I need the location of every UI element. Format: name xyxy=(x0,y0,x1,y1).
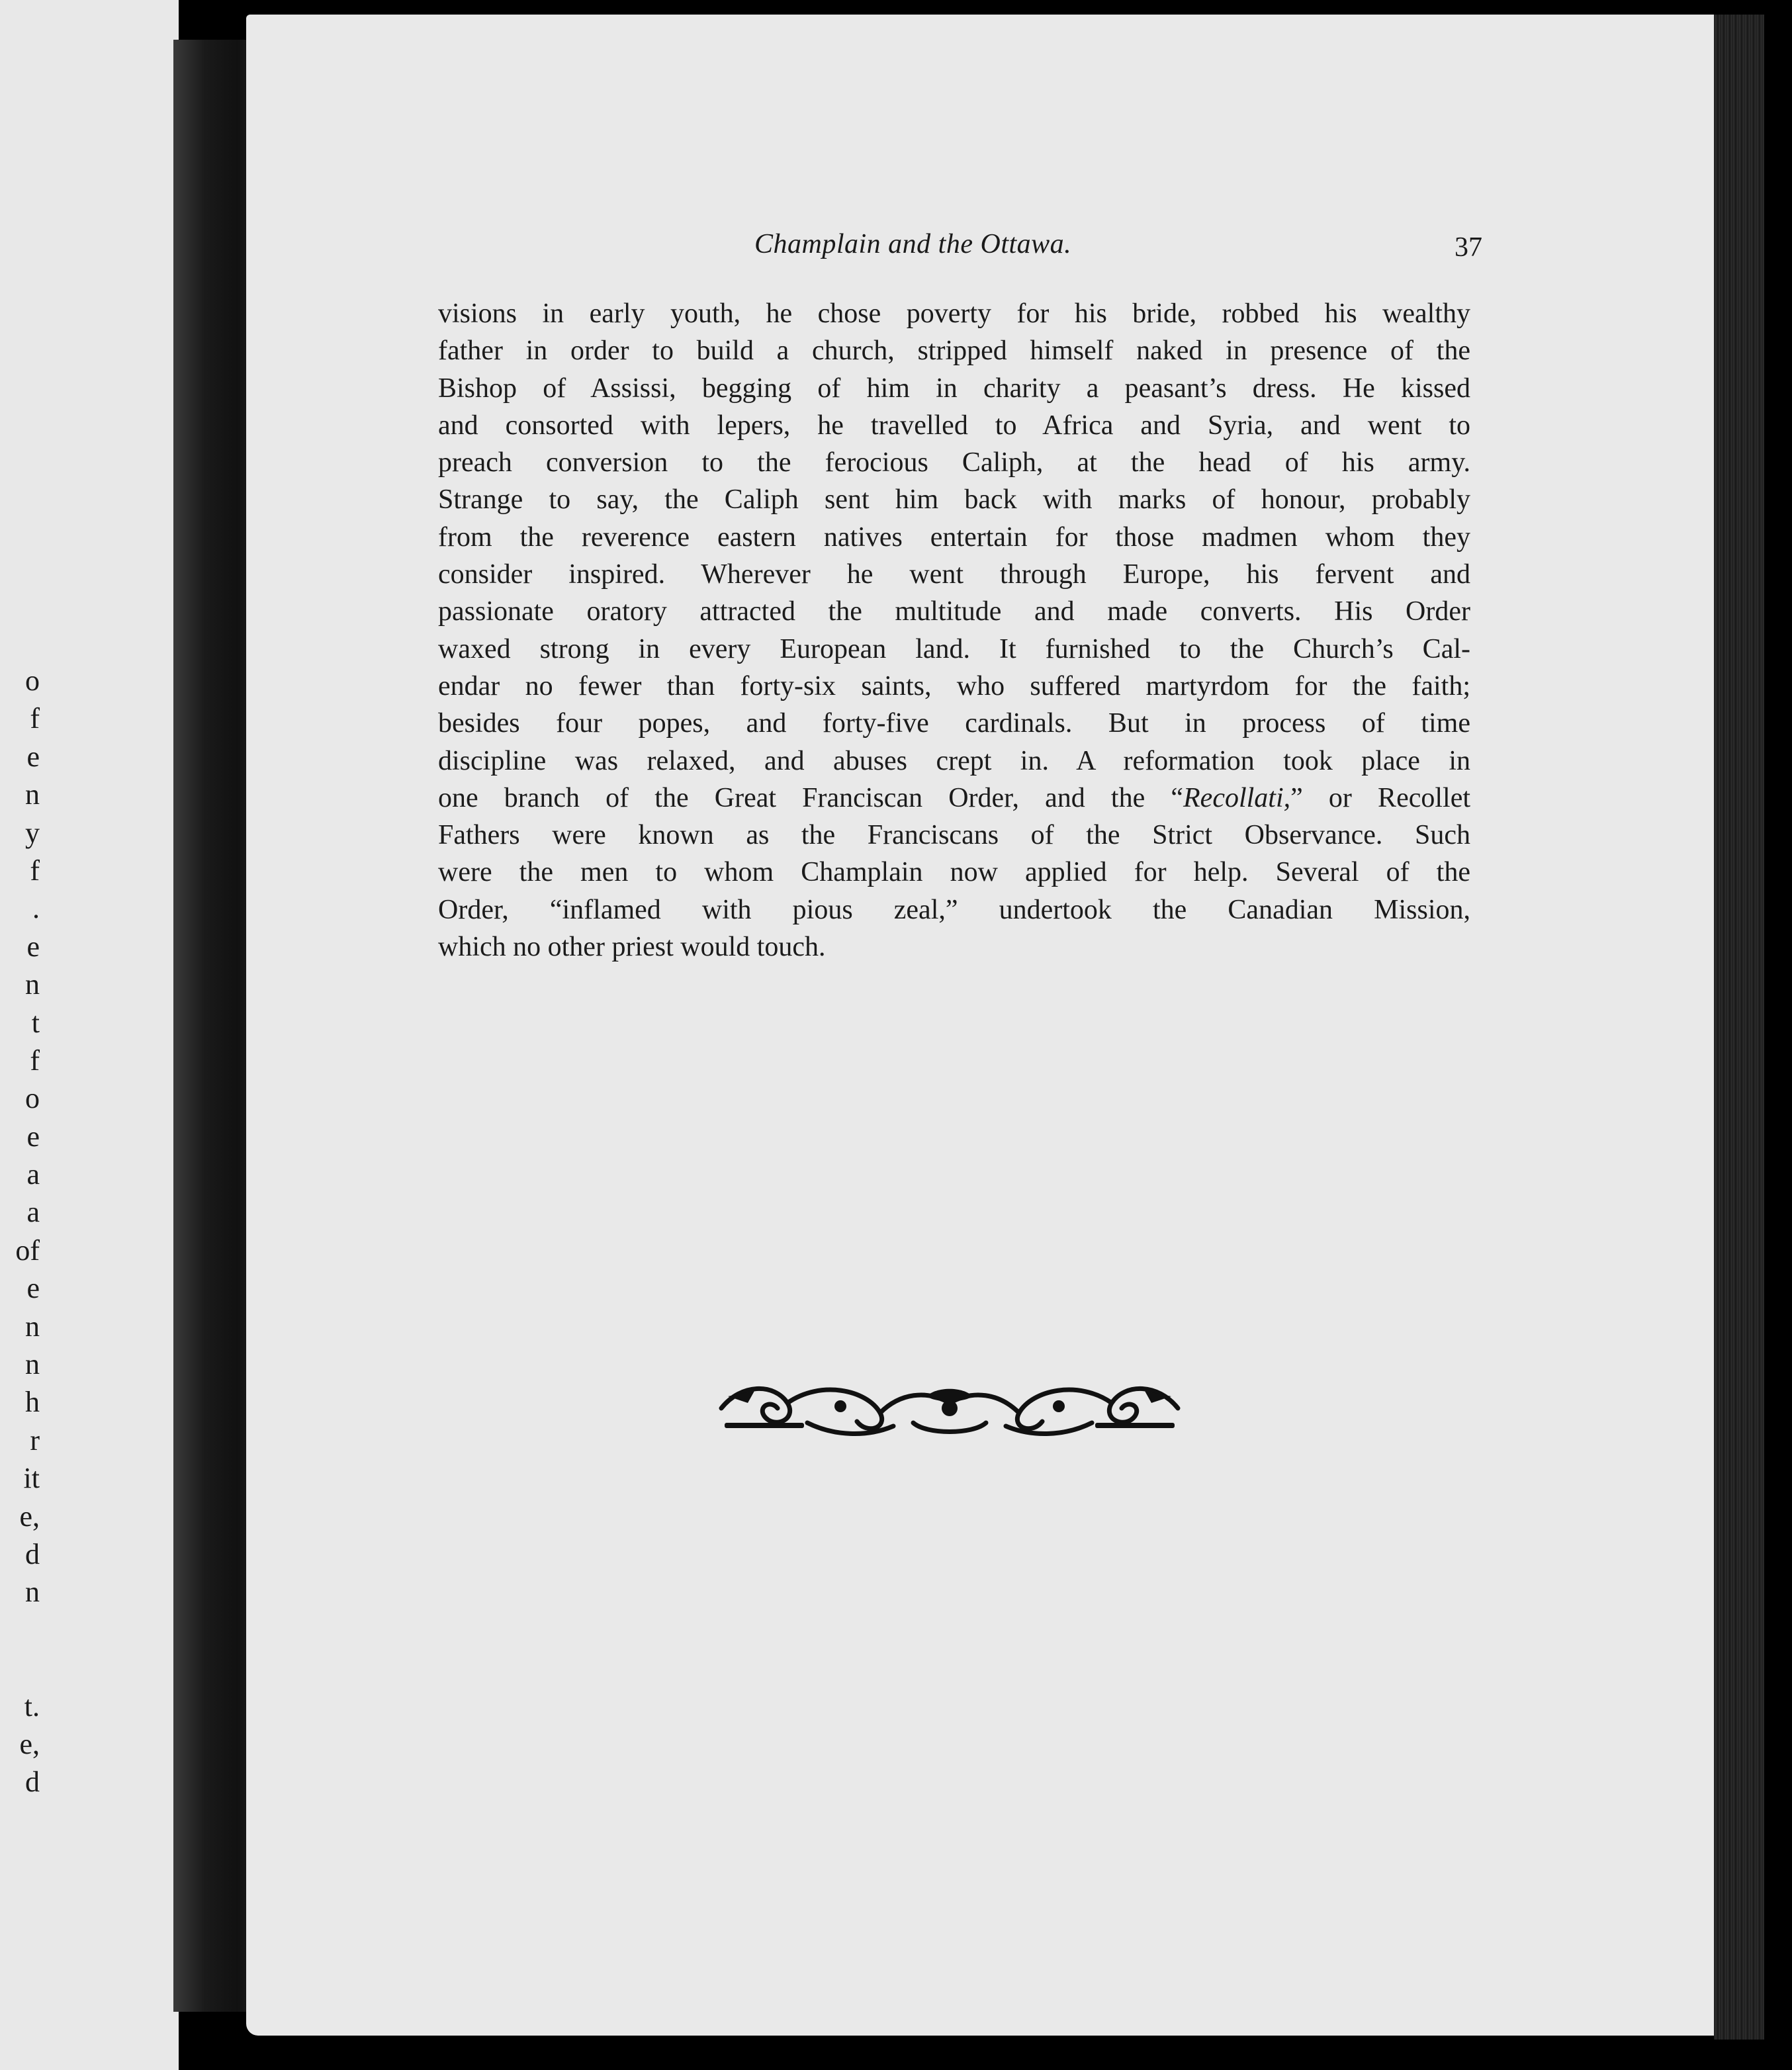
facing-page-fragment: o xyxy=(25,1082,40,1115)
text-line: Order, “inflamed with pious zeal,” undertook the Canadian Mission, xyxy=(438,894,1470,925)
text-line: preach conversion to the ferocious Caliph, at the head of his army. xyxy=(438,447,1470,478)
text-line: endar no fewer than forty-six saints, who suffered martyrdom for the faith; xyxy=(438,670,1470,701)
text-line-recollati xyxy=(438,780,1470,817)
facing-page-fragment: t xyxy=(31,1006,40,1039)
facing-page-fragment xyxy=(0,1649,40,1687)
text-line: were the men to whom Champlain now applied for help. Several of the xyxy=(438,857,1470,888)
facing-page-fragment: e xyxy=(26,740,40,773)
quote-mark: ” xyxy=(1290,782,1303,813)
text-line: father in order to build a church, stripped himself naked in presence of the xyxy=(438,336,1470,367)
facing-page-fragment: . xyxy=(32,892,40,925)
facing-page-fragment: d xyxy=(25,1766,40,1799)
running-head: Champlain and the Ottawa. xyxy=(754,229,1072,259)
facing-page-fragment: e, xyxy=(19,1727,40,1760)
book-fore-edge xyxy=(1714,15,1764,2040)
facing-page-fragment: a xyxy=(26,1158,40,1191)
text-line: from the reverence eastern natives entertain for those madmen whom they xyxy=(438,521,1470,553)
quote-mark: “ xyxy=(1171,782,1184,813)
page-number: 37 xyxy=(1455,232,1482,263)
body-text xyxy=(438,295,1470,966)
facing-page-fragment: of xyxy=(15,1234,40,1267)
facing-page-fragment: e xyxy=(26,1272,40,1305)
facing-page-fragment xyxy=(0,1611,40,1649)
facing-page-fragment: t. xyxy=(24,1689,40,1723)
text-line: which no other priest would touch. xyxy=(438,932,826,963)
text-line: consider inspired. Wherever he went through Europe, his fervent and xyxy=(438,559,1470,590)
facing-page-fragment: e, xyxy=(19,1500,40,1533)
facing-page-fragment: d xyxy=(25,1537,40,1570)
text-line: and consorted with lepers, he travelled to Africa and Syria, and went to xyxy=(438,410,1470,441)
facing-page-fragment: n xyxy=(25,1576,40,1609)
facing-page-edge xyxy=(0,0,179,2070)
text-line: Fathers were known as the Franciscans of the Strict Observance. Such xyxy=(438,820,1470,851)
facing-page-fragment: n xyxy=(25,778,40,811)
text-line: waxed strong in every European land. It furnished to the Church’s Cal- xyxy=(438,633,1470,664)
facing-page-fragment: r xyxy=(30,1423,40,1457)
text-line: discipline was relaxed, and abuses crept in. A reformation took place in xyxy=(438,745,1470,776)
facing-page-fragment: n xyxy=(25,1310,40,1343)
italic-word: Recollati, xyxy=(1183,782,1291,813)
scrollwork-ornament-icon xyxy=(715,1376,1185,1440)
text-line: passionate oratory attracted the multitude and made converts. His Order xyxy=(438,596,1470,627)
facing-page-fragment: n xyxy=(25,1348,40,1381)
facing-page-fragment: f xyxy=(30,854,40,887)
facing-page-fragment: e xyxy=(26,1120,40,1153)
facing-page-fragment: e xyxy=(26,930,40,963)
facing-page-fragment: it xyxy=(23,1462,40,1495)
text-line: Strange to say, the Caliph sent him back with marks of honour, probably xyxy=(438,484,1470,516)
facing-page-fragment: y xyxy=(25,816,40,849)
facing-page-fragment: f xyxy=(30,702,40,735)
text-line: Bishop of Assissi, begging of him in charity a peasant’s dress. He kissed xyxy=(438,373,1470,404)
facing-page-fragment: a xyxy=(26,1196,40,1229)
facing-page-fragment: n xyxy=(25,968,40,1001)
facing-page-fragment: o xyxy=(25,664,40,697)
facing-page-fragment: h xyxy=(25,1386,40,1419)
facing-page-fragments xyxy=(0,662,40,1801)
text-line: besides four popes, and forty-five cardinals. But in process of time xyxy=(438,708,1470,739)
text-segment: one branch of the Great Franciscan Order, and the xyxy=(438,782,1171,813)
text-segment: or Recollet xyxy=(1302,782,1471,813)
facing-page-fragment: f xyxy=(30,1044,40,1077)
text-line: visions in early youth, he chose poverty for his bride, robbed his wealthy xyxy=(438,298,1470,329)
